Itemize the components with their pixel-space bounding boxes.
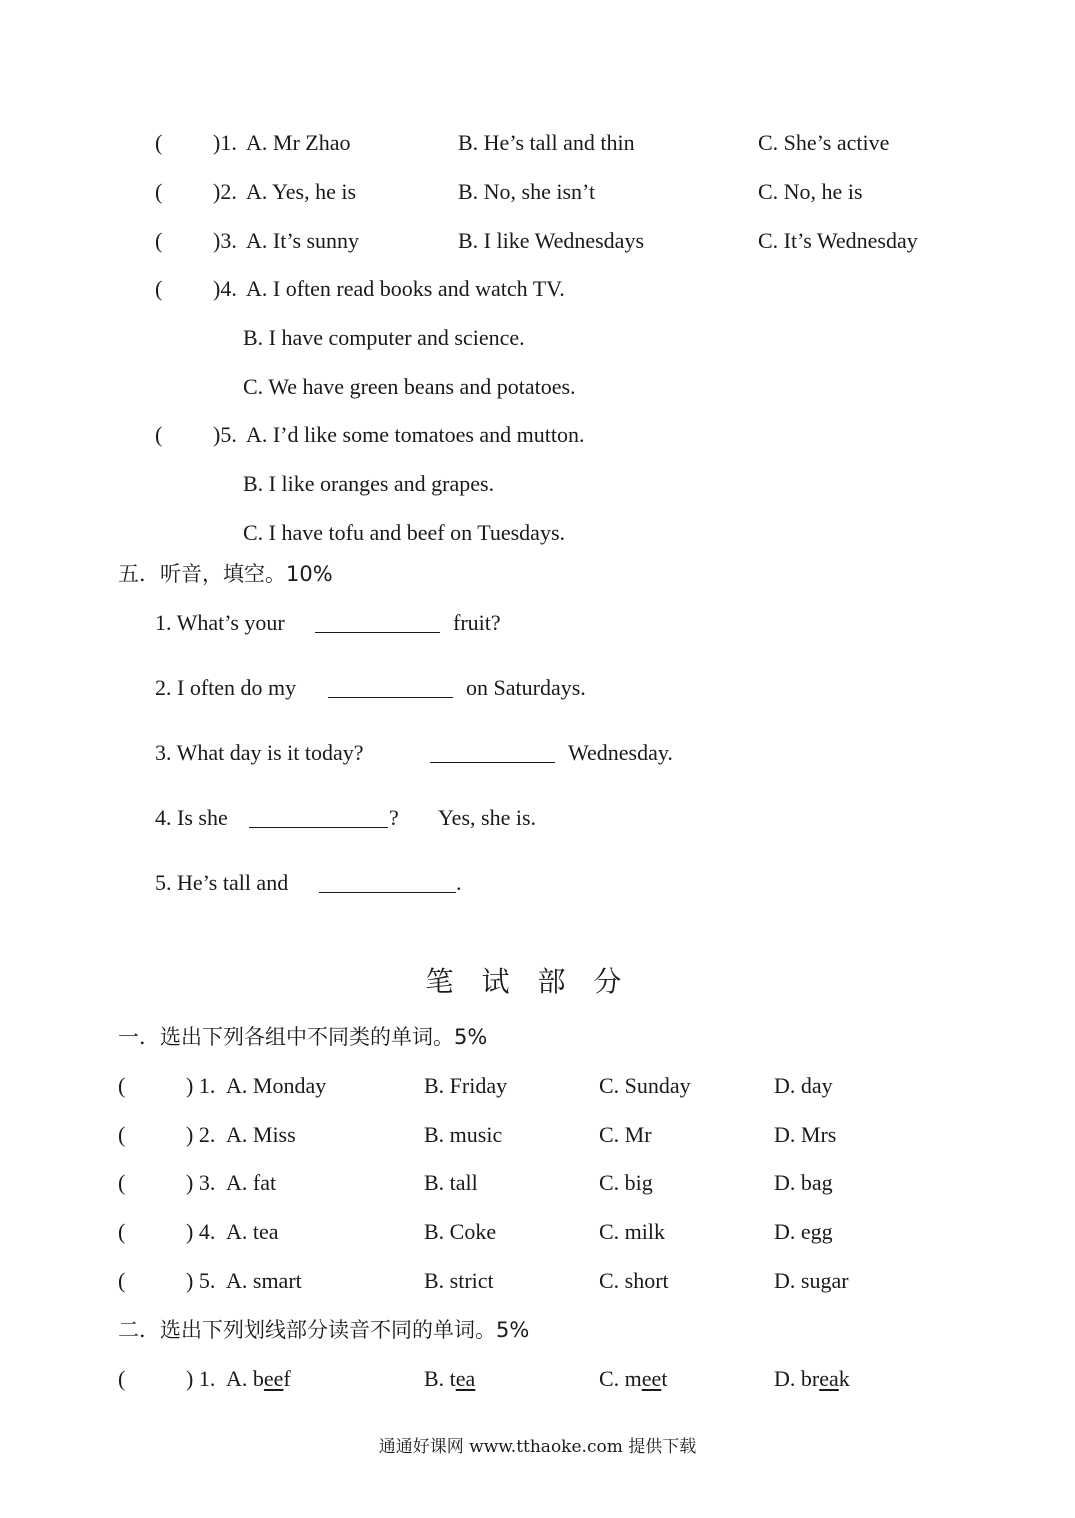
option-b: B. I like Wednesdays xyxy=(458,228,645,253)
item-number: ) 4. xyxy=(186,1219,216,1244)
item-number: )4. xyxy=(213,276,237,301)
option-c: C. meet xyxy=(599,1366,668,1391)
option-d: D. sugar xyxy=(774,1268,849,1293)
option-b: B. strict xyxy=(424,1268,494,1293)
fill-text: 4. Is she xyxy=(155,805,228,830)
option-d: D. egg xyxy=(774,1219,833,1244)
item-number: ) 5. xyxy=(186,1268,216,1293)
option-d: D. bag xyxy=(774,1170,833,1195)
fill-answer-text: Yes, she is. xyxy=(438,805,537,830)
answer-paren[interactable]: ( xyxy=(118,1366,126,1391)
answer-paren[interactable]: ( xyxy=(118,1268,126,1293)
fill-blank[interactable] xyxy=(319,870,456,893)
fill-text: ? xyxy=(389,805,399,830)
section-heading: 一．选出下列各组中不同类的单词。5% xyxy=(118,1025,488,1049)
answer-paren[interactable]: ( xyxy=(155,179,163,204)
answer-paren[interactable]: ( xyxy=(155,228,163,253)
underlined-letters: ee xyxy=(263,1366,284,1391)
option-a: A. fat xyxy=(226,1170,277,1195)
option-b: B. I like oranges and grapes. xyxy=(243,471,495,496)
item-number: )3. xyxy=(213,228,237,253)
option-b: B. No, she isn’t xyxy=(458,179,596,204)
answer-paren[interactable]: ( xyxy=(118,1219,126,1244)
option-b: B. He’s tall and thin xyxy=(458,130,635,155)
page-footer: 通通好课网 www.tthaoke.com 提供下载 xyxy=(378,1437,697,1457)
underlined-letters: ee xyxy=(641,1366,662,1391)
section-heading: 五．听音，填空。10% xyxy=(118,562,333,586)
item-number: ) 1. xyxy=(186,1366,216,1391)
fill-text: 2. I often do my xyxy=(155,675,297,700)
option-c: C. No, he is xyxy=(758,179,863,204)
option-b: B. music xyxy=(424,1122,503,1147)
answer-paren[interactable]: ( xyxy=(155,422,163,447)
option-a: A. tea xyxy=(226,1219,279,1244)
fill-text: 3. What day is it today? xyxy=(155,740,364,765)
underlined-letters: ea xyxy=(455,1366,476,1391)
item-number: ) 1. xyxy=(186,1073,216,1098)
option-a: A. Miss xyxy=(226,1122,296,1147)
fill-blank[interactable] xyxy=(315,610,440,633)
option-c: C. big xyxy=(599,1170,653,1195)
option-c: C. short xyxy=(599,1268,669,1293)
answer-paren[interactable]: ( xyxy=(155,276,163,301)
section-heading: 二．选出下列划线部分读音不同的单词。5% xyxy=(118,1318,530,1342)
item-number: ) 3. xyxy=(186,1170,216,1195)
option-b: B. Coke xyxy=(424,1219,497,1244)
answer-paren[interactable]: ( xyxy=(118,1170,126,1195)
answer-paren[interactable]: ( xyxy=(155,130,163,155)
option-b: B. tea xyxy=(424,1366,476,1391)
option-b: B. Friday xyxy=(424,1073,508,1098)
option-c: C. I have tofu and beef on Tuesdays. xyxy=(243,520,566,545)
item-number: )1. xyxy=(213,130,237,155)
fill-text: . xyxy=(456,870,462,895)
option-c: C. It’s Wednesday xyxy=(758,228,918,253)
option-c: C. She’s active xyxy=(758,130,890,155)
item-number: )2. xyxy=(213,179,237,204)
option-a: A. Mr Zhao xyxy=(246,130,351,155)
written-part-title: 笔试部分 xyxy=(425,965,650,998)
option-a: A. Monday xyxy=(226,1073,327,1098)
option-c: C. We have green beans and potatoes. xyxy=(243,374,576,399)
fill-blank[interactable] xyxy=(328,675,453,698)
fill-text: 5. He’s tall and xyxy=(155,870,289,895)
answer-paren[interactable]: ( xyxy=(118,1073,126,1098)
option-a: A. smart xyxy=(226,1268,302,1293)
fill-text: Wednesday. xyxy=(568,740,673,765)
answer-paren[interactable]: ( xyxy=(118,1122,126,1147)
fill-blank[interactable] xyxy=(430,740,555,763)
underlined-letters: ea xyxy=(819,1366,839,1391)
option-a: A. It’s sunny xyxy=(246,228,360,253)
option-c: C. Mr xyxy=(599,1122,652,1147)
option-d: D. Mrs xyxy=(774,1122,837,1147)
option-a: A. Yes, he is xyxy=(246,179,357,204)
option-a: A. I’d like some tomatoes and mutton. xyxy=(246,422,585,447)
option-a: A. beef xyxy=(226,1366,291,1391)
option-b: B. tall xyxy=(424,1170,478,1195)
option-c: C. milk xyxy=(599,1219,666,1244)
option-d: D. break xyxy=(774,1366,850,1391)
option-d: D. day xyxy=(774,1073,833,1098)
option-c: C. Sunday xyxy=(599,1073,691,1098)
fill-text: on Saturdays. xyxy=(466,675,586,700)
item-number: )5. xyxy=(213,422,237,447)
fill-blank[interactable] xyxy=(249,805,388,828)
option-b: B. I have computer and science. xyxy=(243,325,525,350)
fill-text: 1. What’s your xyxy=(155,610,285,635)
fill-text: fruit? xyxy=(453,610,501,635)
option-a: A. I often read books and watch TV. xyxy=(246,276,565,301)
item-number: ) 2. xyxy=(186,1122,216,1147)
